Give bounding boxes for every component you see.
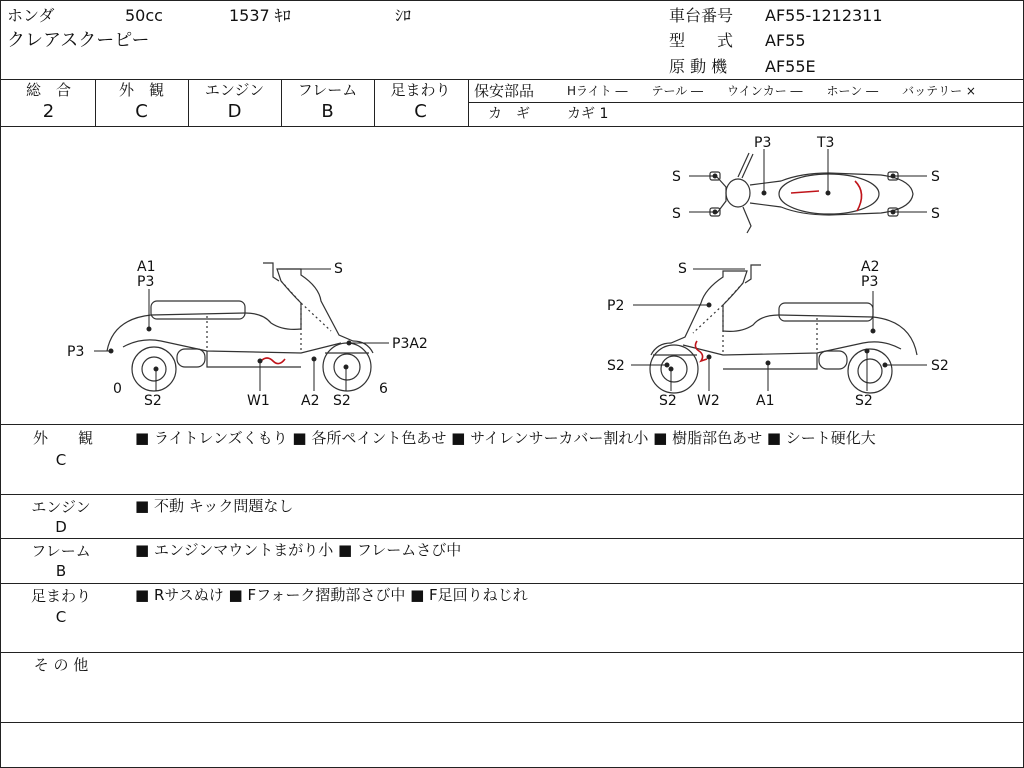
section-exterior-grade: C (55, 451, 67, 469)
right-view-label-p3: P3 (861, 274, 879, 290)
section-engine-grade: D (55, 518, 67, 536)
grade-overall-value: 2 (42, 101, 55, 122)
right-view-label-s2-rear-side: S2 (931, 358, 949, 374)
section-engine-label: エンジン (31, 498, 91, 516)
section-frame-label: フレーム (31, 542, 91, 560)
safety-title: 保安部品 (474, 82, 535, 100)
frame-number-label: 車台番号 (669, 6, 734, 25)
right-view-label-s2-front-side: S2 (607, 358, 625, 374)
section-suspension-grade: C (55, 608, 67, 626)
model-type-label: 型 式 (669, 31, 734, 50)
right-view-label-a1: A1 (756, 393, 775, 409)
grade-suspension-value: C (414, 101, 427, 122)
section-exterior-label: 外 観 (32, 429, 93, 447)
right-view-label-s-handle: S (678, 261, 687, 277)
right-view-label-s2-front: S2 (659, 393, 677, 409)
key-value: カギ 1 (567, 106, 609, 122)
damage-marks (261, 181, 862, 364)
right-view-label-s2-rear: S2 (855, 393, 873, 409)
section-frame-notes: ■ エンジンマウントまがり小 ■ フレームさび中 (135, 541, 462, 559)
grade-frame-label: フレーム (297, 81, 358, 99)
right-view-label-a2: A2 (861, 259, 880, 275)
top-view-label-s-front-left: S (672, 169, 681, 185)
model-name: クレアスクーピー (7, 30, 150, 51)
section-frame-grade: B (55, 562, 67, 580)
frame-number: AF55-1212311 (765, 6, 883, 25)
grade-overall-label: 総 合 (25, 81, 71, 99)
section-other-label: そ の 他 (33, 656, 89, 674)
grade-engine-label: エンジン (204, 81, 265, 99)
left-view-label-p3-rear: P3 (67, 344, 85, 360)
top-view-label-t3: T3 (817, 135, 835, 151)
top-view-diagram (710, 153, 913, 233)
top-view-label-s-rear-left: S (931, 169, 940, 185)
displacement: 50cc (125, 6, 163, 25)
left-view-label-a1: A1 (137, 259, 156, 275)
safety-items: Hライト ― テール ― ウインカー ― ホーン ― バッテリー × (567, 84, 976, 98)
grade-frame-value: B (321, 101, 334, 122)
engine-code-label: 原 動 機 (669, 57, 728, 76)
section-exterior-notes: ■ ライトレンズくもり ■ 各所ペイント色あせ ■ サイレンサーカバー割れ小 ■ 樹脂部色あせ ■ シート硬化大 (135, 429, 876, 447)
top-view-label-p3: P3 (754, 135, 772, 151)
grade-engine-value: D (227, 101, 242, 122)
section-suspension-notes: ■ Rサスぬけ ■ Fフォーク摺動部さび中 ■ F足回りねじれ (135, 586, 528, 604)
grade-exterior-value: C (135, 101, 148, 122)
top-view-label-s-rear-right: S (931, 206, 940, 222)
left-view-label-0: 0 (113, 381, 122, 397)
maker: ホンダ (7, 6, 55, 25)
grade-suspension-label: 足まわり (390, 81, 451, 99)
left-view-label-p3a2: P3A2 (392, 336, 428, 352)
right-view-label-p2: P2 (607, 298, 625, 314)
left-view-label-s-handle: S (334, 261, 343, 277)
top-view-label-s-front-right: S (672, 206, 681, 222)
section-suspension-label: 足まわり (30, 587, 91, 605)
engine-code: AF55E (765, 57, 816, 76)
left-view-label-s2-front: S2 (333, 393, 351, 409)
section-engine-notes: ■ 不動 キック問題なし (135, 497, 294, 515)
left-view-label-a2: A2 (301, 393, 320, 409)
mileage: 1537 ｷﾛ (229, 6, 291, 25)
grade-exterior-label: 外 観 (118, 81, 164, 99)
key-label: カ ギ (488, 106, 530, 122)
left-view-label-s2-rear: S2 (144, 393, 162, 409)
left-view-label-p3-seat: P3 (137, 274, 155, 290)
color: ｼﾛ (395, 6, 412, 25)
left-view-label-w1: W1 (247, 393, 270, 409)
right-view-label-w2: W2 (697, 393, 720, 409)
left-view-label-6: 6 (379, 381, 388, 397)
model-type: AF55 (765, 31, 806, 50)
